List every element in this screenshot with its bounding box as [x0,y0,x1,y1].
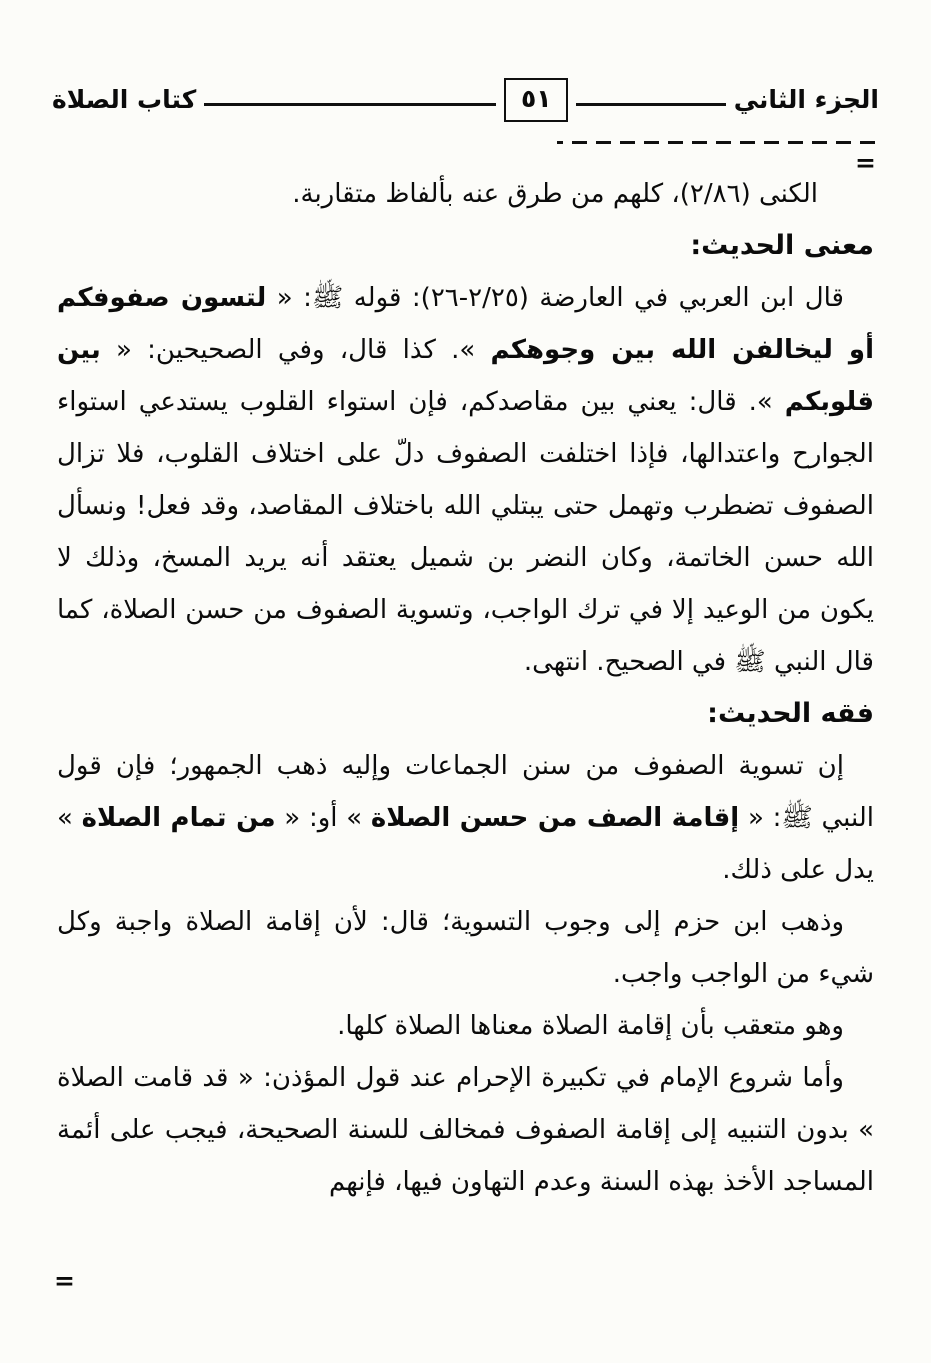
header-rule-right [576,103,726,106]
body-paragraph [57,272,874,688]
hadith-quote-bold: من تمام الصلاة [81,803,276,833]
hadith-quote-bold: بين قلوبكم [57,335,874,417]
part-title: الجزء الثاني [733,85,879,115]
body-paragraph [57,168,874,220]
body-paragraph [57,896,874,1000]
page-header [52,78,879,122]
text-run: » أو: « [275,803,371,833]
body-paragraph [57,1000,874,1052]
text-run: وهو متعقب بأن إقامة الصلاة معناها الصلاة كلها. [337,1011,844,1041]
text-run: » يدل على ذلك. [57,803,874,885]
section-heading [57,220,874,272]
hadith-quote-bold: فقه الحديث: [707,698,874,729]
footnote-dashed-separator [557,141,875,144]
body-paragraph [57,1052,874,1208]
header-rule-left [204,103,496,106]
body-paragraph [57,740,874,896]
text-run: ». قال: يعني بين مقاصدكم، فإن استواء القلوب يستدعي استواء الجوارح واعتدالها، فإذا اختلفت الصفوف دلّ على اختلاف القلوب، فلا تزال الصفوف تضطرب وتهمل حتى يبتلي الله باختلاف المقاصد، وقد فعل! ونسأل الله حسن الخاتمة، وكان النضر بن شميل يعتقد أنه يريد المسخ، وذلك لا يكون من الوعيد إلا في ترك الواجب، وتسوية الصفوف من حسن الصلاة، كما قال النبي ﷺ في الصحيح. انتهى. [57,387,874,677]
book-title: كتاب الصلاة [52,85,197,115]
section-heading [57,688,874,740]
page-number-box [504,78,568,122]
hadith-quote-bold: لتسون صفوفكم أو ليخالفن الله بين وجوهكم [57,283,874,365]
text-run: ». كذا قال، وفي الصحيحين: « [100,335,491,365]
hadith-quote-bold: إقامة الصف من حسن الصلاة [370,803,740,833]
continuation-mark-bottom: = [54,1266,76,1295]
text-run: قال ابن العربي في العارضة (٢/٢٥-٢٦): قوله ﷺ: « [266,283,844,313]
page-number: ٥١ [520,84,552,113]
text-run: وذهب ابن حزم إلى وجوب التسوية؛ قال: لأن إقامة الصلاة واجبة وكل شيء من الواجب واجب. [57,907,874,989]
continuation-mark-top: = [855,148,877,177]
text-run: إن تسوية الصفوف من سنن الجماعات وإليه ذهب الجمهور؛ فإن قول النبي ﷺ: « [57,751,874,833]
body-text [57,168,874,1208]
text-run: الكنى (٢/٨٦)، كلهم من طرق عنه بألفاظ متقاربة. [292,179,818,209]
text-run: وأما شروع الإمام في تكبيرة الإحرام عند قول المؤذن: « قد قامت الصلاة » بدون التنبيه إلى إقامة الصفوف فمخالف للسنة الصحيحة، فيجب على أئمة المساجد الأخذ بهذه السنة وعدم التهاون فيها، فإنهم [57,1063,874,1197]
hadith-quote-bold: معنى الحديث: [690,230,874,261]
